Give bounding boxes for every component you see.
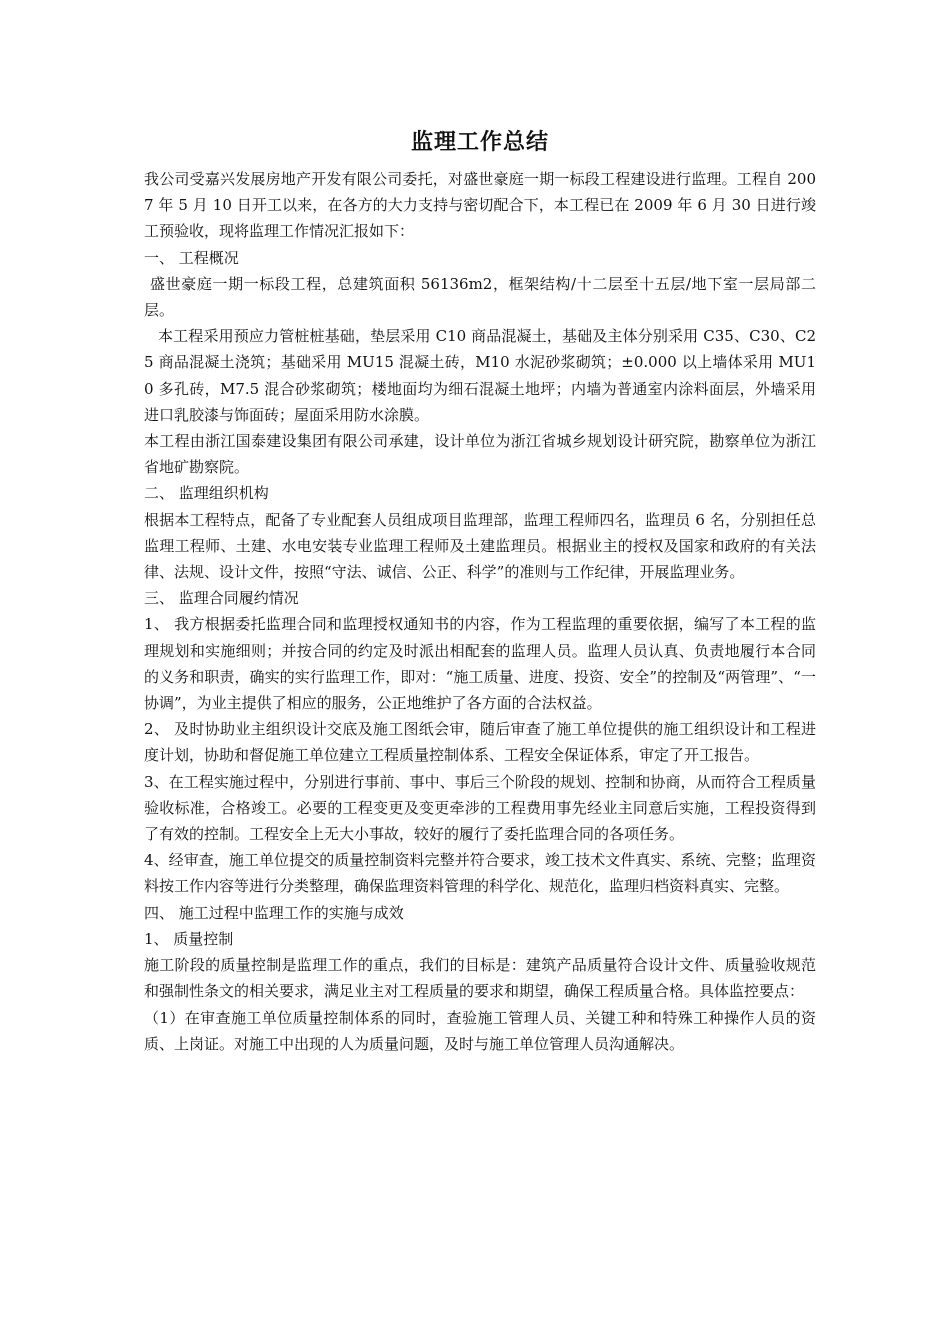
paragraph: 本工程采用预应力管桩桩基础，垫层采用 C10 商品混凝土，基础及主体分别采用 C35、C30、C25 商品混凝土浇筑；基础采用 MU15 混凝土砖，M10 水泥砂浆砌筑；±0.000 以上墙体采用 MU10 多孔砖，M7.5 混合砂浆砌筑；楼地面均为细石混凝土地坪；内墙为普通室内涂料面层，外墙采用进口乳胶漆与饰面砖；屋面采用防水涂膜。 [144,327,816,424]
subsection-heading: 1、 质量控制 [144,929,234,948]
section-heading: 一、 工程概况 [144,248,239,267]
section-heading: 四、 施工过程中监理工作的实施与成效 [144,903,404,922]
paragraph: 盛世豪庭一期一标段工程，总建筑面积 56136m2，框架结构/十二层至十五层/地下室一层局部二层。 [144,274,816,320]
paragraph: 施工阶段的质量控制是监理工作的重点，我们的目标是：建筑产品质量符合设计文件、质量验收规范和强制性条文的相关要求，满足业主对工程质量的要求和期望，确保工程质量合格。具体监控要点： [144,956,816,1001]
list-item: 3、在工程实施过程中，分别进行事前、事中、事后三个阶段的规划、控制和协商，从而符合工程质量验收标准，合格竣工。必要的工程变更及变更牵涉的工程费用事先经业主同意后实施，工程投资得到了有效的控制。工程安全上无大小事故，较好的履行了委托监理合同的各项任务。 [144,772,816,844]
list-item: 2、 及时协助业主组织设计交底及施工图纸会审，随后审查了施工单位提供的施工组织设计和工程进度计划，协助和督促施工单位建立工程质量控制体系、工程安全保证体系，审定了开工报告。 [144,720,816,765]
paragraph: （1）在审查施工单位质量控制体系的同时，查验施工管理人员、关键工种和特殊工种操作人员的资质、上岗证。对施工中出现的人为质量问题，及时与施工单位管理人员沟通解决。 [144,1008,816,1053]
paragraph: 本工程由浙江国泰建设集团有限公司承建，设计单位为浙江省城乡规划设计研究院，勘察单位为浙江省地矿勘察院。 [144,432,816,477]
list-item: 1、 我方根据委托监理合同和监理授权通知书的内容，作为工程监理的重要依据，编写了本工程的监理规划和实施细则；并按合同的约定及时派出相配套的监理人员。监理人员认真、负责地履行本合同的义务和职责，确实的实行监理工作，即对：“施工质量、进度、投资、安全”的控制及“两管理”、“一协调”，为业主提供了相应的服务，公正地维护了各方面的合法权益。 [144,615,816,713]
section-heading: 三、 监理合同履约情况 [144,589,299,608]
intro-paragraph: 我公司受嘉兴发展房地产开发有限公司委托，对盛世豪庭一期一标段工程建设进行监理。工程自 2007 年 5 月 10 日开工以来，在各方的大力支持与密切配合下，本工程已在 2009 年 6 月 30 日进行竣工预验收，现将监理工作情况汇报如下： [144,170,816,241]
section-heading: 二、 监理组织机构 [144,484,269,503]
document-title: 监理工作总结 [410,130,549,155]
document-page [144,112,816,1057]
list-item: 4、经审查，施工单位提交的质量控制资料完整并符合要求，竣工技术文件真实、系统、完整；监理资料按工作内容等进行分类整理，确保监理资料管理的科学化、规范化，监理归档资料真实、完整。 [144,851,816,896]
paragraph: 根据本工程特点，配备了专业配套人员组成项目监理部，监理工程师四名，监理员 6 名，分别担任总监理工程师、土建、水电安装专业监理工程师及土建监理员。根据业主的授权及国家和政府的有关法律、法规、设计文件，按照“守法、诚信、公正、科学”的准则与工作纪律，开展监理业务。 [144,510,816,582]
